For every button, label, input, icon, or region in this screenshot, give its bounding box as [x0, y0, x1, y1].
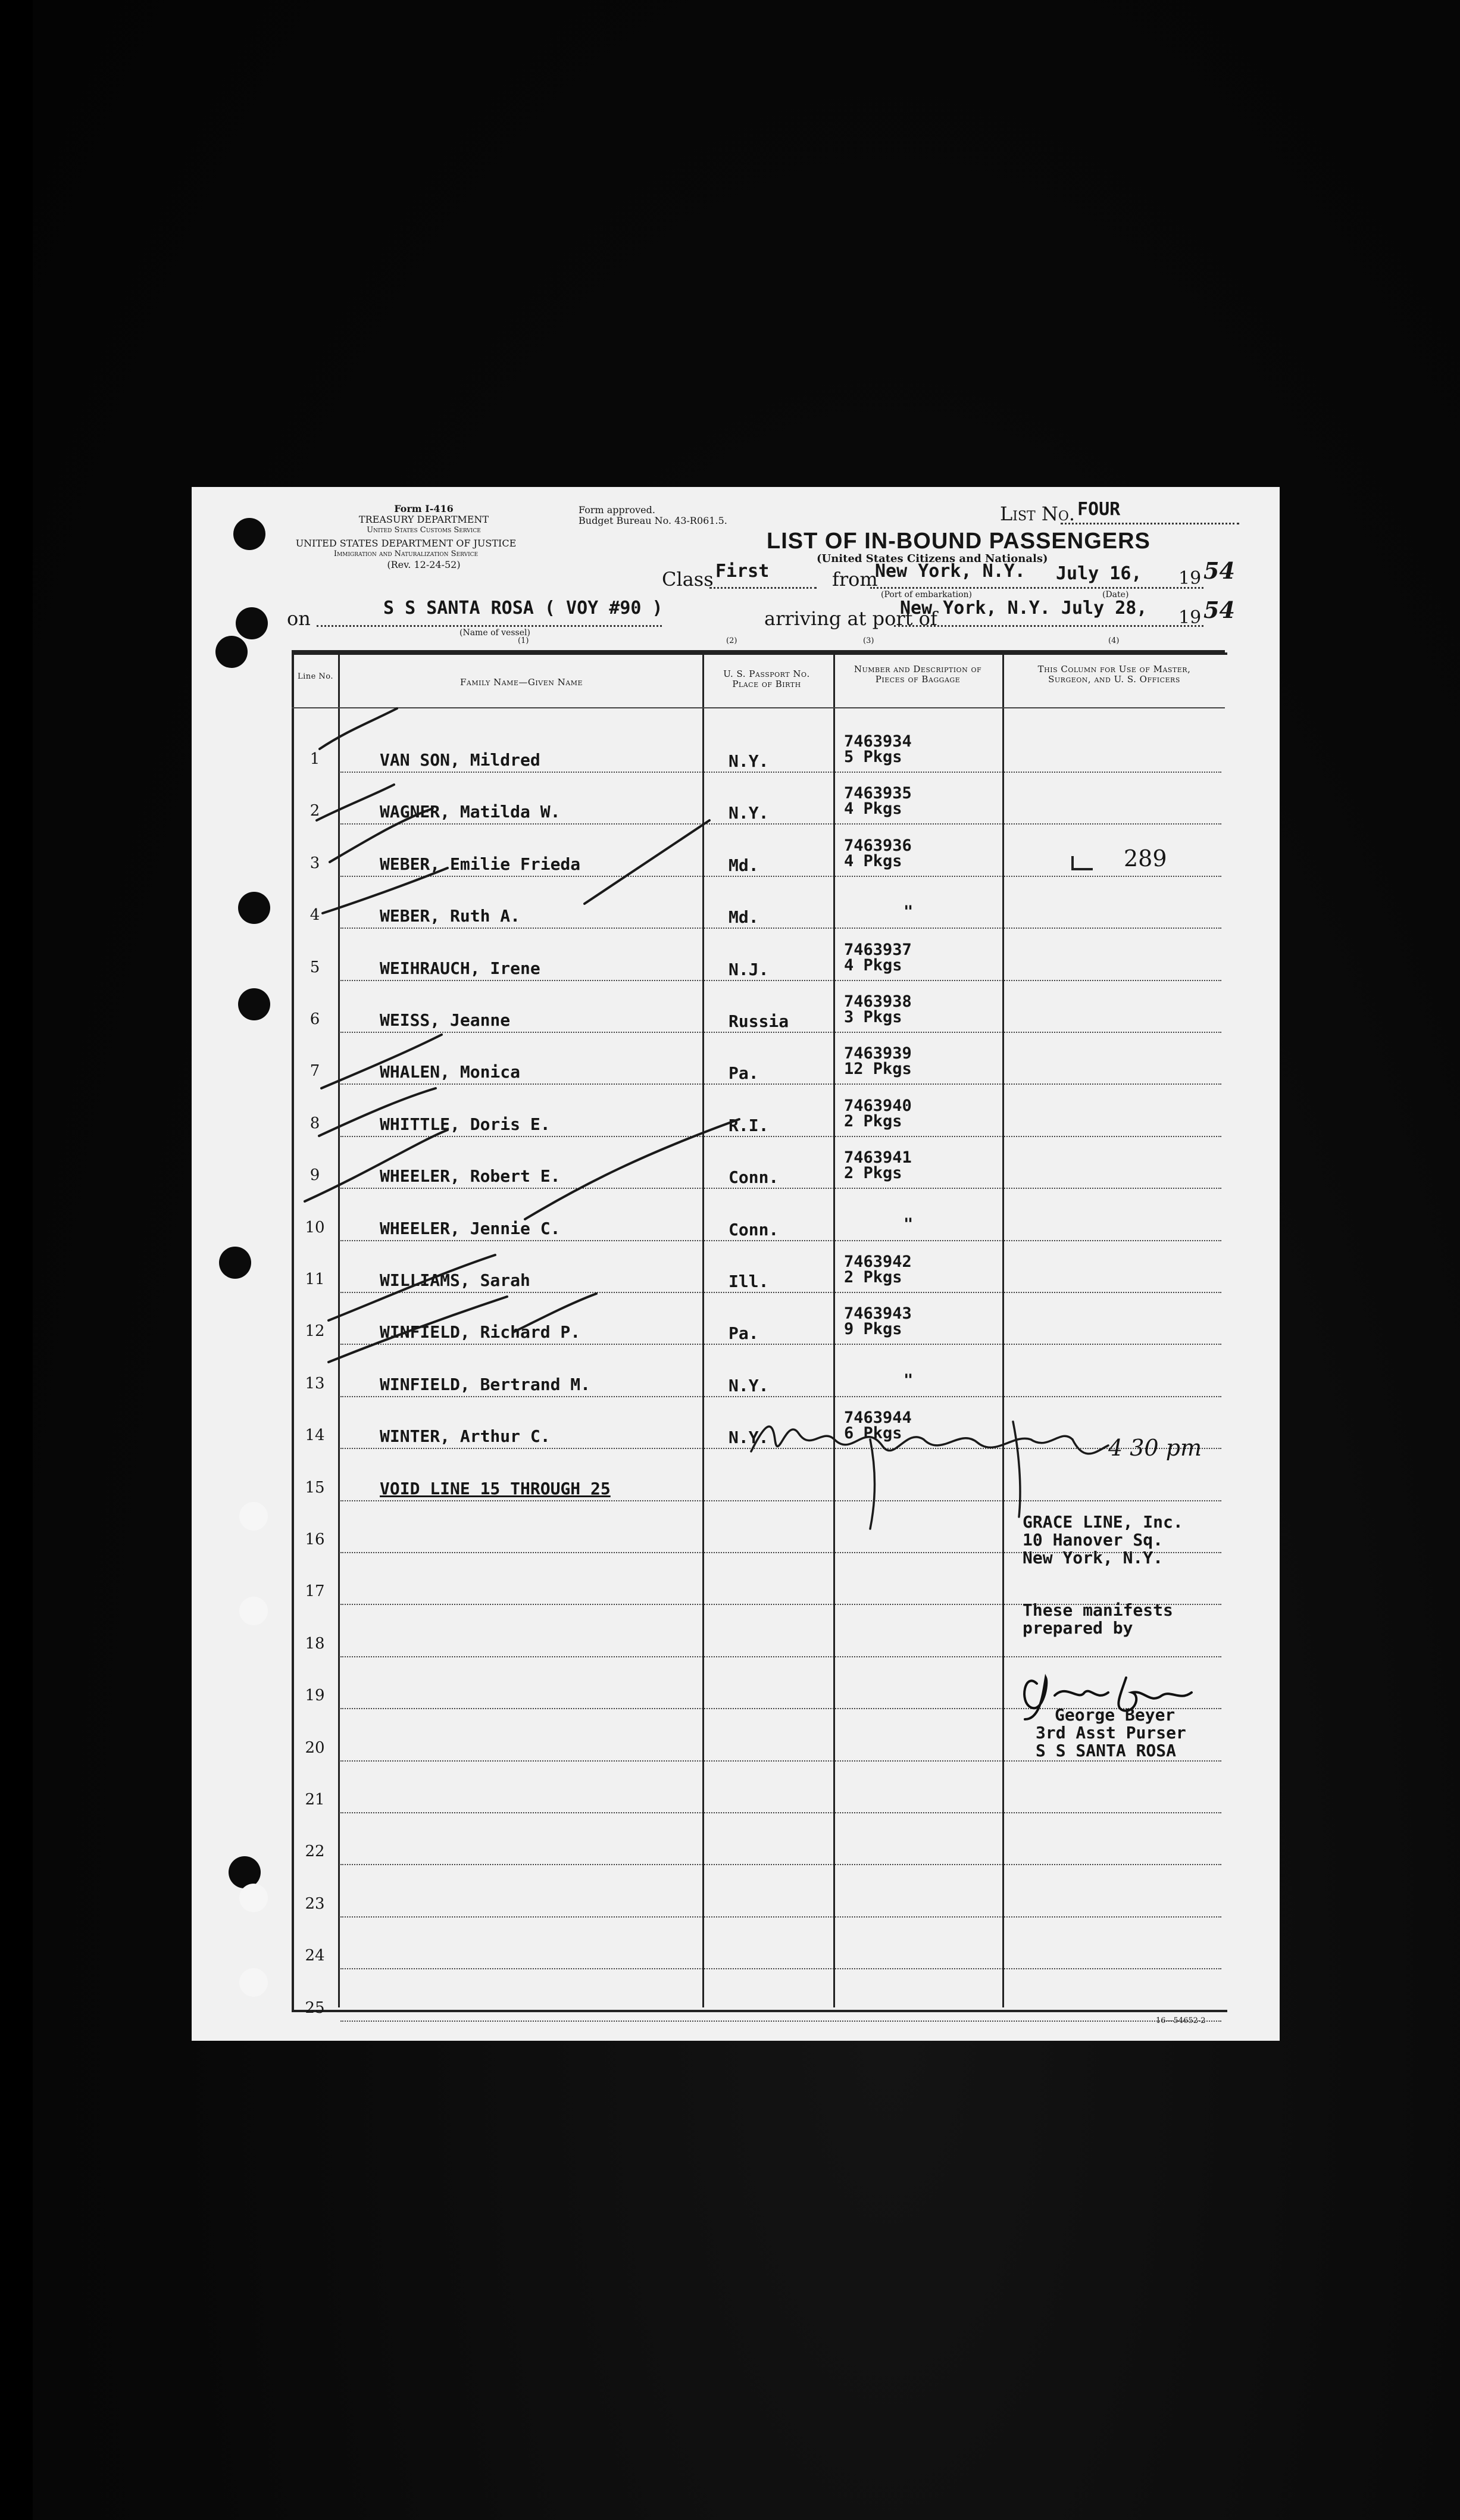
prepared-line-2: prepared by [1023, 1618, 1133, 1638]
check-mark [321, 1035, 442, 1088]
place-of-birth: Pa. [729, 1323, 759, 1344]
passenger-name: VAN SON, Mildred [380, 750, 540, 770]
port-embarkation-label: (Port of embarkation) [881, 590, 972, 599]
line-number: 11 [305, 1270, 325, 1288]
baggage-description: 3 Pkgs [844, 1008, 902, 1026]
baggage-number: 7463944 [844, 1409, 912, 1428]
line-number: 22 [305, 1843, 325, 1861]
line-number: 8 [309, 1114, 320, 1132]
line-number: 20 [305, 1738, 325, 1757]
line-number: 3 [309, 854, 320, 872]
prepared-line-1: These manifests [1023, 1600, 1173, 1620]
year-value: 54 [1203, 557, 1235, 584]
scan-border [0, 0, 33, 2520]
line-number: 4 [309, 906, 320, 925]
check-mark [330, 808, 433, 862]
form-code: 16—54652-2 [1156, 2016, 1206, 2025]
from-port: New York, N.Y. [875, 561, 1026, 582]
col-ref-3: (3) [863, 636, 874, 645]
baggage-number: 7463934 [844, 732, 912, 751]
company-address-2: New York, N.Y. [1023, 1548, 1164, 1567]
dept-justice: UNITED STATES DEPARTMENT OF JUSTICE [295, 538, 517, 549]
place-of-birth: Pa. [729, 1063, 759, 1083]
baggage-description: 5 Pkgs [844, 748, 902, 766]
passenger-name: WINTER, Arthur C. [380, 1426, 551, 1447]
from-date: July 16, [1056, 563, 1142, 584]
place-of-birth: Ill. [729, 1272, 769, 1291]
place-of-birth: R.I. [729, 1115, 769, 1135]
place-of-birth: N.J. [729, 959, 769, 979]
check-mark [323, 868, 448, 913]
year-prefix: 19 [1178, 568, 1202, 589]
baggage-description: 2 Pkgs [844, 1164, 902, 1183]
budget-bureau: Budget Bureau No. 43-R061.5. [579, 515, 727, 526]
check-mark [525, 1119, 739, 1219]
signer-name: George Beyer [1055, 1705, 1175, 1725]
line-number: 5 [309, 958, 320, 976]
col-header-line: Line No. [297, 672, 334, 681]
passenger-name: WEBER, Ruth A. [380, 906, 521, 926]
baggage-number: 7463939 [844, 1044, 912, 1063]
vessel-label: (Name of vessel) [459, 628, 530, 638]
passenger-name: WHALEN, Monica [380, 1062, 521, 1082]
line-number: 18 [305, 1634, 325, 1653]
line-number: 6 [309, 1010, 320, 1028]
line-number: 25 [305, 1998, 325, 2017]
arriving-value: New York, N.Y. July 28, [900, 598, 1148, 619]
baggage-description: 9 Pkgs [844, 1320, 902, 1339]
check-mark [317, 785, 394, 820]
line-number: 10 [305, 1218, 325, 1236]
from-label: from [832, 568, 878, 591]
check-mark [319, 1088, 436, 1136]
class-label: Class [662, 568, 714, 591]
place-of-birth: Conn. [729, 1167, 779, 1188]
passenger-name: WEISS, Jeanne [380, 1010, 511, 1030]
baggage-description: 2 Pkgs [844, 1268, 902, 1286]
col-header-name: Family Name—Given Name [459, 677, 583, 688]
manifest-page [192, 487, 1280, 2041]
officer-note: 289 [1124, 845, 1167, 872]
line-number: 1 [309, 750, 320, 768]
baggage-number: " [903, 1214, 914, 1234]
baggage-description: 4 Pkgs [844, 955, 902, 975]
signer-title: 3rd Asst Purser [1036, 1723, 1186, 1743]
dept-treasury-sub: United States Customs Service [367, 526, 481, 535]
baggage-number: 7463936 [844, 836, 912, 855]
baggage-number: 7463935 [844, 784, 912, 803]
line-number: 24 [305, 1947, 325, 1965]
list-no-label: List No. [1000, 502, 1076, 525]
line-number: 19 [305, 1687, 325, 1705]
col-header-baggage: Number and Description of Pieces of Baggage [854, 664, 982, 685]
col-header-officers: This Column for Use of Master, Surgeon, and U. S. Officers [1037, 664, 1191, 685]
passenger-name: WINFIELD, Bertrand M. [380, 1374, 591, 1394]
line-number: 23 [305, 1894, 325, 1913]
passenger-name: WHITTLE, Doris E. [380, 1114, 551, 1134]
form-approved: Form approved. [579, 504, 655, 516]
handwritten-checkmarks [192, 487, 1280, 2041]
passenger-name: WHEELER, Robert E. [380, 1166, 561, 1186]
line-number: 2 [309, 802, 320, 820]
check-mark [584, 820, 709, 904]
baggage-number: 7463942 [844, 1253, 912, 1271]
manifest-title: LIST OF IN-BOUND PASSENGERS [767, 529, 1151, 554]
void-note: VOID LINE 15 THROUGH 25 [380, 1478, 611, 1498]
year-prefix-2: 19 [1178, 607, 1202, 628]
line-number: 13 [305, 1374, 325, 1392]
check-mark [320, 708, 397, 749]
col-header-passport: U. S. Passport No. Place of Birth [723, 669, 810, 689]
inspector-time: 4 30 pm [1108, 1435, 1202, 1461]
place-of-birth: Md. [729, 907, 759, 928]
line-number: 7 [309, 1062, 320, 1081]
baggage-number: 7463943 [844, 1304, 912, 1323]
place-of-birth: Md. [729, 855, 759, 875]
on-label: on [287, 607, 311, 630]
place-of-birth: Russia [729, 1011, 789, 1031]
line-number: 15 [305, 1478, 325, 1497]
col-ref-2: (2) [726, 636, 737, 645]
check-mark [513, 1294, 596, 1332]
passenger-name: WINFIELD, Richard P. [380, 1322, 581, 1342]
passenger-name: WEBER, Emilie Frieda [380, 854, 581, 874]
line-number: 9 [309, 1166, 320, 1185]
dept-justice-sub: Immigration and Naturalization Service [333, 549, 479, 558]
line-number: 14 [305, 1426, 325, 1445]
manifest-subtitle: (United States Citizens and Nationals) [817, 552, 1048, 565]
baggage-number: 7463940 [844, 1096, 912, 1115]
place-of-birth: N.Y. [729, 1428, 769, 1448]
check-mark [329, 1255, 495, 1320]
place-of-birth: N.Y. [729, 1375, 769, 1395]
form-number: Form I-416 [394, 503, 454, 514]
line-number: 12 [305, 1322, 325, 1341]
check-mark [329, 1297, 507, 1362]
col-ref-1: (1) [518, 636, 529, 645]
line-number: 21 [305, 1791, 325, 1809]
form-revision: (Rev. 12-24-52) [387, 559, 461, 570]
year-value-2: 54 [1203, 597, 1235, 623]
passenger-name: WEIHRAUCH, Irene [380, 958, 540, 978]
date-label: (Date) [1102, 590, 1129, 599]
baggage-description: 12 Pkgs [844, 1060, 912, 1079]
line-number: 17 [305, 1582, 325, 1601]
baggage-number: " [903, 903, 914, 922]
baggage-number: 7463941 [844, 1148, 912, 1167]
place-of-birth: Conn. [729, 1219, 779, 1239]
check-mark [305, 1130, 448, 1201]
passenger-name: WAGNER, Matilda W. [380, 802, 561, 822]
class-value: First [715, 561, 770, 582]
passenger-name: WHEELER, Jennie C. [380, 1218, 561, 1238]
line-number: 16 [305, 1531, 325, 1548]
place-of-birth: N.Y. [729, 751, 769, 771]
company-name: GRACE LINE, Inc. [1023, 1512, 1183, 1532]
place-of-birth: N.Y. [729, 803, 769, 823]
baggage-description: 6 Pkgs [844, 1424, 902, 1443]
list-no-value: FOUR [1077, 499, 1121, 520]
arriving-label: arriving at port of [764, 607, 937, 630]
vessel-name: S S SANTA ROSA ( VOY #90 ) [383, 598, 663, 619]
baggage-number: 7463938 [844, 992, 912, 1011]
baggage-number: " [903, 1370, 914, 1389]
col-ref-4: (4) [1108, 636, 1120, 645]
baggage-description: 2 Pkgs [844, 1111, 902, 1131]
dept-treasury: TREASURY DEPARTMENT [358, 514, 489, 525]
passenger-name: WILLIAMS, Sarah [380, 1270, 530, 1290]
baggage-description: 4 Pkgs [844, 851, 902, 870]
company-address-1: 10 Hanover Sq. [1023, 1530, 1164, 1550]
baggage-description: 4 Pkgs [844, 800, 902, 819]
signer-ship: S S SANTA ROSA [1036, 1741, 1177, 1760]
baggage-number: 7463937 [844, 940, 912, 959]
